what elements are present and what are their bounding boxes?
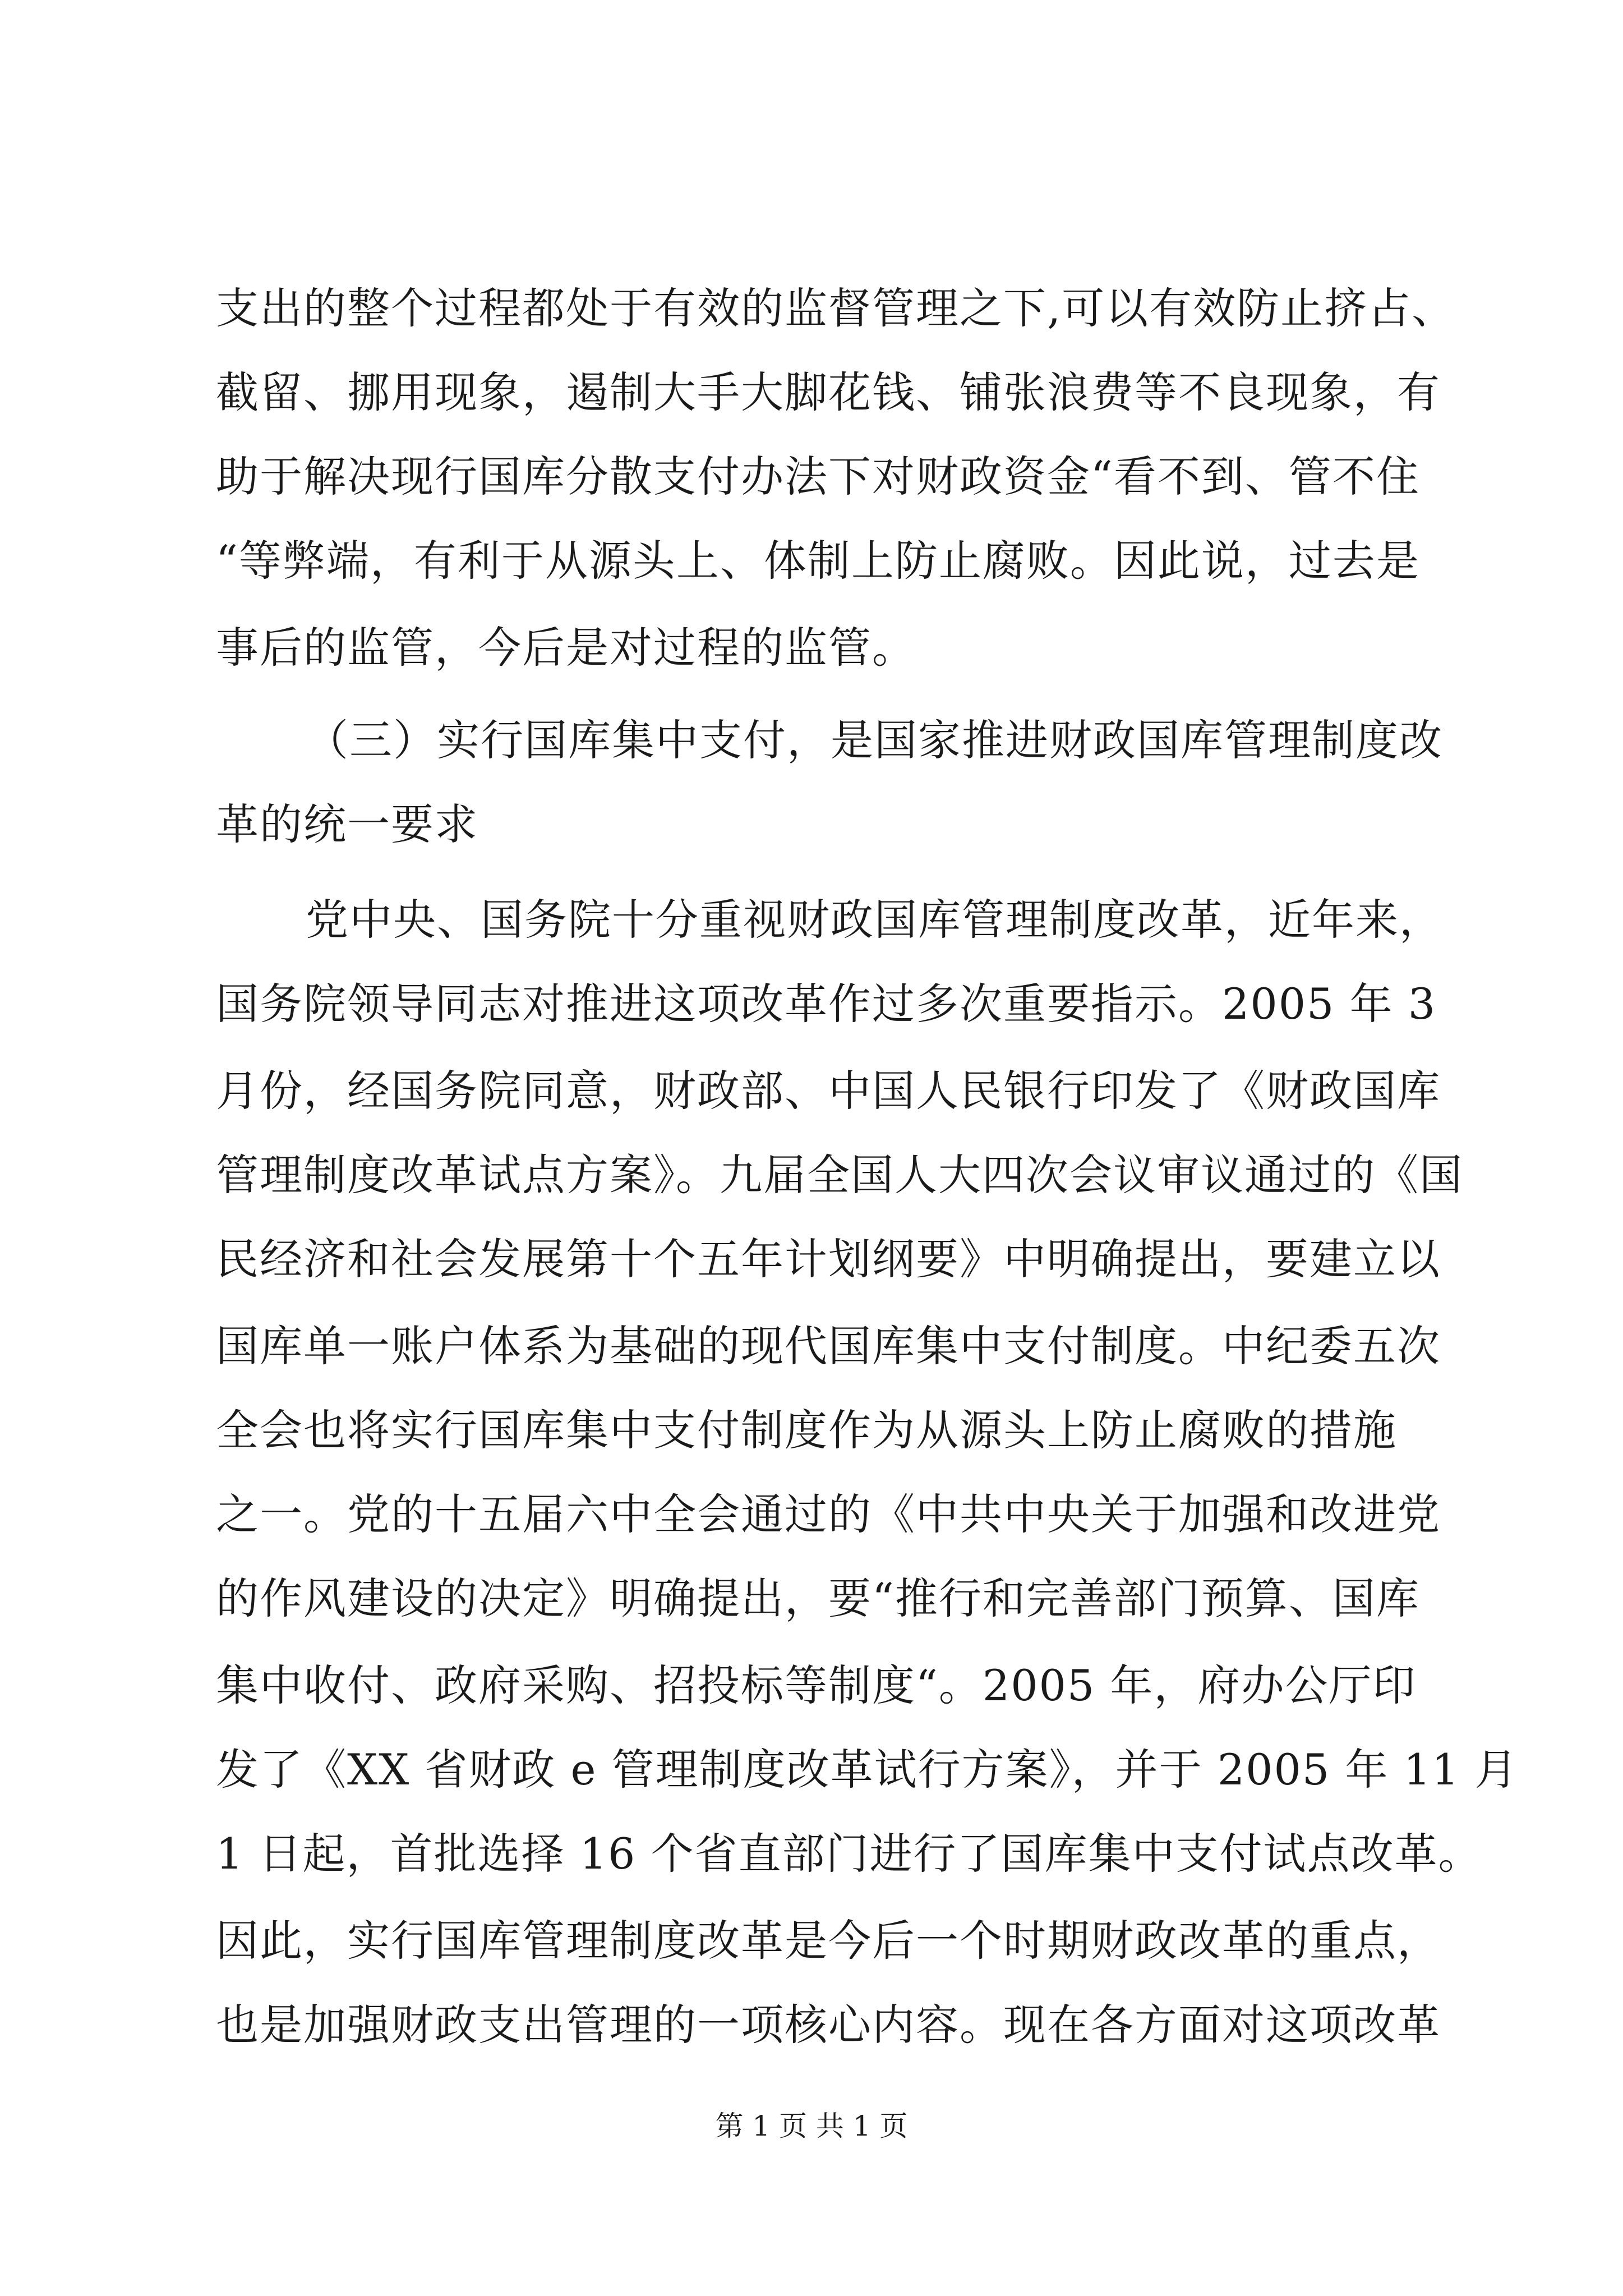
text-line: 1 日起，首批选择 16 个省直部门进行了国库集中支付试点改革。 [216, 1829, 1482, 1879]
text-line: 支出的整个过程都处于有效的监督管理之下,可以有效防止挤占、 [216, 283, 1456, 333]
text-line: 月份，经国务院同意，财政部、中国人民银行印发了《财政国库 [216, 1066, 1441, 1116]
text-line: 全会也将实行国库集中支付制度作为从源头上防止腐败的措施 [216, 1405, 1397, 1455]
page-footer: 第 1 页 共 1 页 [715, 2110, 908, 2142]
section-heading: （三）实行国库集中支付，是国家推进财政国库管理制度改 [306, 715, 1443, 765]
paragraph-first-line: 党中央、国务院十分重视财政国库管理制度改革，近年来， [306, 895, 1443, 945]
text-line: 截留、挪用现象，遏制大手大脚花钱、铺张浪费等不良现象，有 [216, 367, 1441, 417]
text-line: “等弊端，有利于从源头上、体制上防止腐败。因此说，过去是 [216, 536, 1420, 586]
text-line: 管理制度改革试点方案》。九届全国人大四次会议审议通过的《国 [216, 1150, 1463, 1200]
text-line: 也是加强财政支出管理的一项核心内容。现在各方面对这项改革 [216, 2000, 1441, 2050]
text-line: 国库单一账户体系为基础的现代国库集中支付制度。中纪委五次 [216, 1321, 1441, 1371]
text-line: 之一。党的十五届六中全会通过的《中共中央关于加强和改进党 [216, 1489, 1441, 1539]
text-line: 发了《XX 省财政 e 管理制度改革试行方案》，并于 2005 年 11 月 [216, 1745, 1519, 1795]
text-line: 民经济和社会发展第十个五年计划纲要》中明确提出，要建立以 [216, 1234, 1441, 1284]
text-line: 国务院领导同志对推进这项改革作过多次重要指示。2005 年 3 [216, 979, 1437, 1029]
text-line: 事后的监管，今后是对过程的监管。 [216, 623, 916, 673]
text-line: 因此，实行国库管理制度改革是今后一个时期财政改革的重点， [216, 1916, 1441, 1966]
text-line: 助于解决现行国库分散支付办法下对财政资金“看不到、管不住 [216, 452, 1420, 501]
text-line: 的作风建设的决定》明确提出，要“推行和完善部门预算、国库 [216, 1573, 1420, 1623]
section-heading-continued: 革的统一要求 [216, 799, 478, 849]
text-line: 集中收付、政府采购、招投标等制度“。2005 年，府办公厅印 [216, 1660, 1417, 1710]
